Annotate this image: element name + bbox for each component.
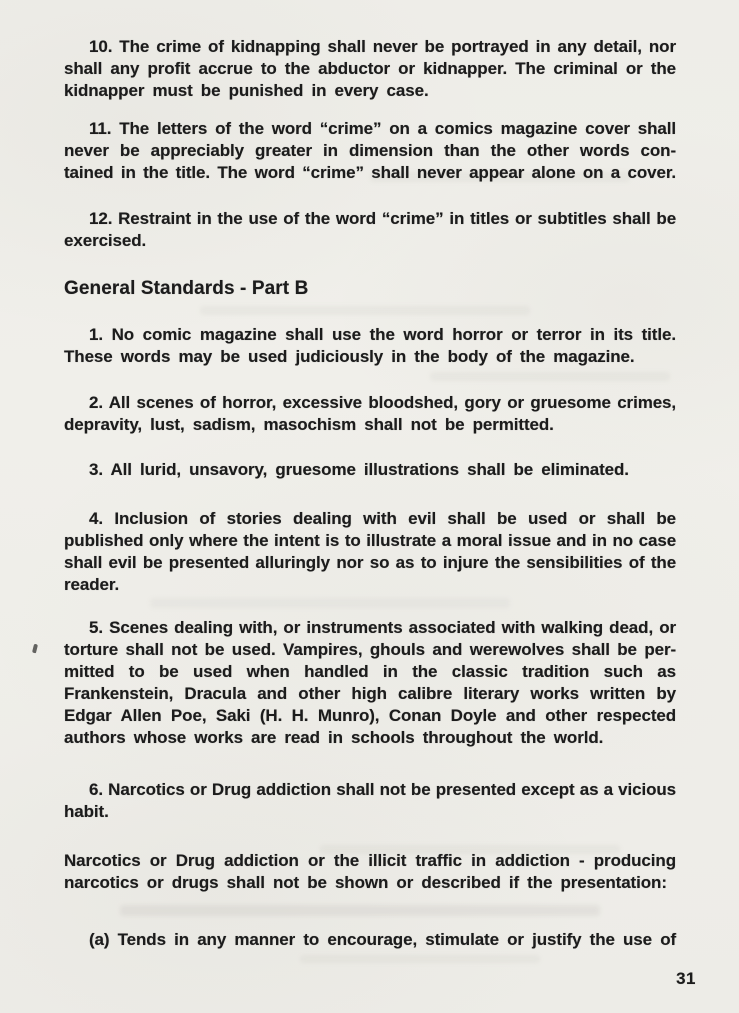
- heading-part-b: General Standards - Part B: [64, 278, 309, 299]
- item-b-5: [64, 617, 676, 749]
- item-b-3: [64, 459, 676, 481]
- item-b-4-line-3: shall evil be presented alluringly nor so as to injure the sensibilities of the: [64, 553, 677, 572]
- narcotics-continuation-line-2: narcotics or drugs shall not be shown or described if the presentation:: [64, 873, 667, 892]
- item-10-line-1: 10. The crime of kidnapping shall never be portrayed in any detail, nor: [89, 37, 676, 56]
- item-b-1-line-2: These words may be used judiciously in the body of the magazine.: [64, 347, 635, 366]
- narcotics-continuation-line-1: Narcotics or Drug addiction or the illicit traffic in addiction - producing: [64, 851, 676, 870]
- item-b-4-line-4: reader.: [64, 575, 120, 594]
- item-b-4-line-1: 4. Inclusion of stories dealing with evil shall be used or shall be: [89, 509, 677, 528]
- item-b-4-line-2: published only where the intent is to illustrate a moral issue and in no case: [64, 531, 677, 550]
- page-number: 31: [676, 969, 696, 988]
- item-b-5-line-4: Frankenstein, Dracula and other high calibre literary works written by: [64, 684, 676, 703]
- item-b-1: [64, 324, 676, 368]
- item-11-line-1: 11. The letters of the word “crime” on a comics magazine cover shall: [89, 119, 677, 138]
- item-b-1-line-1: 1. No comic magazine shall use the word horror or terror in its title.: [89, 325, 676, 344]
- item-12: [64, 208, 676, 252]
- item-10-line-2: shall any profit accrue to the abductor or kidnapper. The criminal or the: [64, 59, 676, 78]
- item-b-5-line-3: mitted to be used when handled in the classic tradition such as: [64, 662, 676, 681]
- item-b-2-line-2: depravity, lust, sadism, masochism shall not be permitted.: [64, 415, 554, 434]
- item-b-5-line-1: 5. Scenes dealing with, or instruments associated with walking dead, or: [89, 618, 676, 637]
- item-b-5-line-5: Edgar Allen Poe, Saki (H. H. Munro), Conan Doyle and other respected: [64, 706, 677, 725]
- item-12-line-1: 12. Restraint in the use of the word “crime” in titles or subtitles shall be: [89, 209, 677, 228]
- item-12-line-2: exercised.: [64, 231, 147, 250]
- item-b-3-line-1: 3. All lurid, unsavory, gruesome illustrations shall be eliminated.: [89, 460, 629, 479]
- item-11-line-3: tained in the title. The word “crime” shall never appear alone on a cover.: [64, 163, 677, 182]
- item-11: [64, 118, 676, 184]
- item-b-5-line-2: torture shall not be used. Vampires, ghouls and werewolves shall be per-: [64, 640, 677, 659]
- item-b-2: [64, 392, 676, 436]
- item-b-6-line-1: 6. Narcotics or Drug addiction shall not be presented except as a vicious: [89, 780, 677, 799]
- item-b-4: [64, 508, 676, 596]
- item-10: [64, 36, 676, 102]
- item-b-6-line-2: habit.: [64, 802, 109, 821]
- item-b-5-line-6: authors whose works are read in schools throughout the world.: [64, 728, 604, 747]
- item-a: [64, 929, 676, 951]
- item-b-2-line-1: 2. All scenes of horror, excessive bloodshed, gory or gruesome crimes,: [89, 393, 677, 412]
- item-a-line-1: (a) Tends in any manner to encourage, stimulate or justify the use of: [89, 930, 677, 949]
- item-11-line-2: never be appreciably greater in dimension than the other words con-: [64, 141, 677, 160]
- item-b-6: [64, 779, 676, 823]
- narcotics-continuation: [64, 850, 676, 894]
- item-10-line-3: kidnapper must be punished in every case.: [64, 81, 429, 100]
